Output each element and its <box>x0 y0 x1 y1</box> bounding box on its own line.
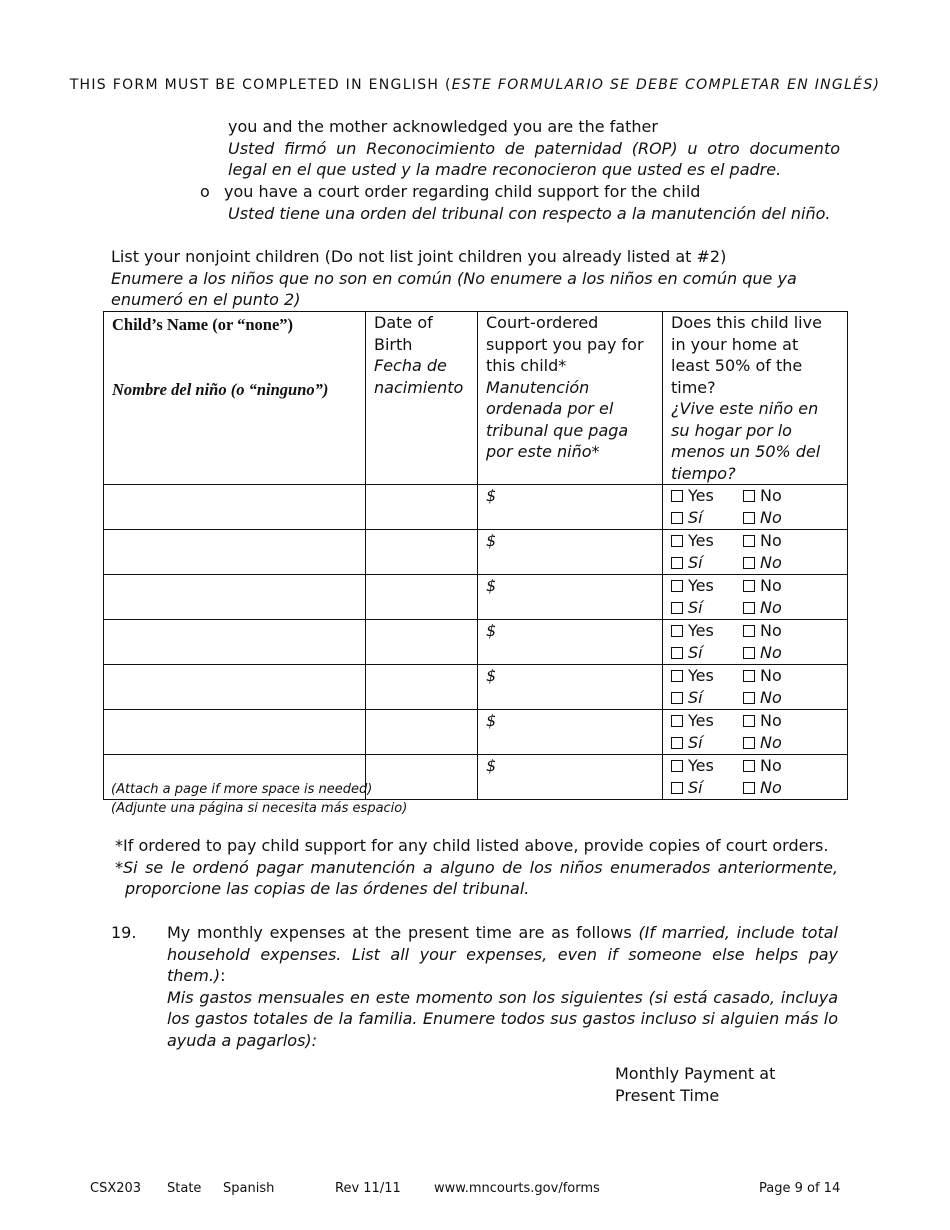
no-es-checkbox[interactable] <box>743 597 823 619</box>
checkbox-icon <box>743 737 755 749</box>
no-es-label: No <box>760 778 782 797</box>
no-label: No <box>760 531 782 550</box>
si-label: Sí <box>688 778 703 797</box>
table-row <box>104 485 848 530</box>
checkbox-icon <box>743 580 755 592</box>
checkbox-icon <box>743 602 755 614</box>
no-es-checkbox[interactable] <box>743 507 823 529</box>
item-19-colon: : <box>220 966 226 985</box>
attach-note-es: (Adjunte una página si necesita más espacio) <box>111 801 408 816</box>
support-amount-cell[interactable] <box>478 710 663 755</box>
si-label: Sí <box>688 643 703 662</box>
court-order-line-es: Usted tiene una orden del tribunal con respecto a la manutención del niño. <box>228 203 831 223</box>
checkbox-icon <box>743 692 755 704</box>
col-name-es: Nombre del niño (o “ninguno”) <box>112 379 329 399</box>
item-19-text <box>167 922 838 1051</box>
lives-in-home-cell <box>663 530 848 575</box>
notice-spanish: ESTE FORMULARIO SE DEBE COMPLETAR EN INGLÉS) <box>451 77 881 93</box>
no-es-label: No <box>760 553 782 572</box>
checkbox-icon <box>743 535 755 547</box>
si-checkbox[interactable] <box>671 507 743 529</box>
date-of-birth-cell[interactable] <box>366 710 478 755</box>
no-es-checkbox[interactable] <box>743 642 823 664</box>
si-label: Sí <box>688 733 703 752</box>
monthly-payment-heading: Monthly Payment at Present Time <box>615 1064 776 1105</box>
paternity-line-es: Usted firmó un Reconocimiento de paternidad (ROP) u otro documento legal en el que usted y la madre reconocieron que usted es el padre. <box>228 138 840 179</box>
support-amount-cell[interactable] <box>478 530 663 575</box>
child-name-cell[interactable] <box>104 620 366 665</box>
column-date-of-birth <box>366 312 478 485</box>
footer-page-number: Page 9 of 14 <box>759 1181 841 1196</box>
col-home-es: ¿Vive este niño en su hogar por lo menos un 50% del tiempo? <box>671 399 821 483</box>
no-es-checkbox[interactable] <box>743 777 823 799</box>
si-label: Sí <box>688 688 703 707</box>
footer-url[interactable]: www.mncourts.gov/forms <box>434 1181 600 1196</box>
checkbox-icon <box>671 535 683 547</box>
lives-in-home-cell <box>663 485 848 530</box>
lives-in-home-cell <box>663 575 848 620</box>
list-title-es: Enumere a los niños que no son en común (No enumere a los niños en común que ya enumeró en el punto 2) <box>111 268 797 309</box>
list-title <box>111 246 841 311</box>
support-amount-cell[interactable] <box>478 620 663 665</box>
yes-label: Yes <box>688 576 714 595</box>
si-checkbox[interactable] <box>671 642 743 664</box>
yes-label: Yes <box>688 486 714 505</box>
support-amount-cell[interactable] <box>478 485 663 530</box>
checkbox-icon <box>743 625 755 637</box>
checkbox-icon <box>671 512 683 524</box>
no-es-label: No <box>760 598 782 617</box>
table-row <box>104 665 848 710</box>
yes-label: Yes <box>688 666 714 685</box>
dollar-sign: $ <box>486 531 497 550</box>
yes-checkbox[interactable] <box>671 710 743 732</box>
court-order-line-en: you have a court order regarding child support for the child <box>224 182 701 201</box>
dollar-sign: $ <box>486 621 497 640</box>
child-name-cell[interactable] <box>104 665 366 710</box>
no-checkbox[interactable] <box>743 575 823 597</box>
court-order-bullet <box>224 181 840 224</box>
attach-note <box>111 780 407 818</box>
no-label: No <box>760 756 782 775</box>
no-checkbox[interactable] <box>743 710 823 732</box>
checkbox-icon <box>671 647 683 659</box>
date-of-birth-cell[interactable] <box>366 530 478 575</box>
column-court-ordered-support <box>478 312 663 485</box>
si-checkbox[interactable] <box>671 597 743 619</box>
no-label: No <box>760 576 782 595</box>
lives-in-home-cell <box>663 665 848 710</box>
paternity-continuation <box>228 116 840 181</box>
footer-form-id: CSX203 <box>90 1181 142 1196</box>
english-notice <box>0 77 950 93</box>
checkbox-icon <box>671 670 683 682</box>
yes-checkbox[interactable] <box>671 620 743 642</box>
column-childs-name <box>104 312 366 485</box>
checkbox-icon <box>671 715 683 727</box>
no-checkbox[interactable] <box>743 755 823 777</box>
yes-checkbox[interactable] <box>671 530 743 552</box>
dollar-sign: $ <box>486 486 497 505</box>
no-label: No <box>760 486 782 505</box>
copies-note-es: *Si se le ordenó pagar manutención a alguno de los niños enumerados anteriormente, proporcione las copias de las órdenes del tribunal. <box>115 857 838 898</box>
col-name-en: Child’s Name (or “none”) <box>112 315 294 334</box>
checkbox-icon <box>671 602 683 614</box>
court-order-copies-note <box>115 835 838 900</box>
yes-label: Yes <box>688 531 714 550</box>
no-es-label: No <box>760 733 782 752</box>
checkbox-icon <box>743 715 755 727</box>
child-name-cell[interactable] <box>104 530 366 575</box>
col-dob-en: Date of Birth <box>374 313 433 354</box>
lives-in-home-cell <box>663 755 848 800</box>
no-es-checkbox[interactable] <box>743 552 823 574</box>
checkbox-icon <box>671 490 683 502</box>
child-name-cell[interactable] <box>104 575 366 620</box>
checkbox-icon <box>671 580 683 592</box>
no-label: No <box>760 666 782 685</box>
no-es-checkbox[interactable] <box>743 687 823 709</box>
date-of-birth-cell[interactable] <box>366 485 478 530</box>
col-support-es: Manutención ordenada por el tribunal que paga por este niño* <box>486 377 629 461</box>
no-es-label: No <box>760 688 782 707</box>
yes-label: Yes <box>688 621 714 640</box>
no-checkbox[interactable] <box>743 485 823 507</box>
copies-note-en: *If ordered to pay child support for any child listed above, provide copies of court orders. <box>115 836 829 855</box>
footer-state: State <box>167 1181 202 1196</box>
no-label: No <box>760 621 782 640</box>
checkbox-icon <box>671 692 683 704</box>
si-checkbox[interactable] <box>671 552 743 574</box>
dollar-sign: $ <box>486 576 497 595</box>
bullet-marker <box>200 181 210 203</box>
date-of-birth-cell[interactable] <box>366 620 478 665</box>
item-19-number: 19. <box>111 923 137 942</box>
checkbox-icon <box>743 647 755 659</box>
support-amount-cell[interactable] <box>478 755 663 800</box>
table-row <box>104 575 848 620</box>
table-row <box>104 710 848 755</box>
table-header-row <box>104 312 848 485</box>
child-name-cell[interactable] <box>104 710 366 755</box>
checkbox-icon <box>743 760 755 772</box>
attach-note-en: (Attach a page if more space is needed) <box>111 782 373 797</box>
paternity-line-en: you and the mother acknowledged you are the father <box>228 117 658 136</box>
bullet-icon: o <box>200 182 210 201</box>
yes-checkbox[interactable] <box>671 575 743 597</box>
checkbox-icon <box>743 557 755 569</box>
no-label: No <box>760 711 782 730</box>
si-label: Sí <box>688 598 703 617</box>
yes-checkbox[interactable] <box>671 485 743 507</box>
checkbox-icon <box>671 557 683 569</box>
si-checkbox[interactable] <box>671 687 743 709</box>
table-row <box>104 530 848 575</box>
no-es-label: No <box>760 643 782 662</box>
dollar-sign: $ <box>486 756 497 775</box>
checkbox-icon <box>743 512 755 524</box>
checkbox-icon <box>671 737 683 749</box>
checkbox-icon <box>743 670 755 682</box>
item-19-es: Mis gastos mensuales en este momento son los siguientes (si está casado, incluya los gastos totales de la familia. Enumere todos sus gastos incluso si alguien más lo ayuda a pagarlos): <box>167 987 838 1050</box>
nonjoint-children-table <box>103 311 848 800</box>
support-amount-cell[interactable] <box>478 665 663 710</box>
si-checkbox[interactable] <box>671 777 743 799</box>
si-label: Sí <box>688 553 703 572</box>
notice-english: THIS FORM MUST BE COMPLETED IN ENGLISH ( <box>69 77 452 93</box>
checkbox-icon <box>743 782 755 794</box>
dollar-sign: $ <box>486 666 497 685</box>
no-checkbox[interactable] <box>743 665 823 687</box>
column-lives-in-home <box>663 312 848 485</box>
item-19-en-italic: (If married, include total household expenses. List all your expenses, even if someone else helps pay them.) <box>167 923 838 985</box>
checkbox-icon <box>743 490 755 502</box>
si-checkbox[interactable] <box>671 732 743 754</box>
yes-label: Yes <box>688 756 714 775</box>
date-of-birth-cell[interactable] <box>366 575 478 620</box>
support-amount-cell[interactable] <box>478 575 663 620</box>
yes-checkbox[interactable] <box>671 665 743 687</box>
col-home-en: Does this child live in your home at least 50% of the time? <box>671 313 822 397</box>
lives-in-home-cell <box>663 620 848 665</box>
yes-label: Yes <box>688 711 714 730</box>
table-row <box>104 620 848 665</box>
list-title-en: List your nonjoint children (Do not list joint children you already listed at #2) <box>111 247 727 266</box>
footer-revision: Rev 11/11 <box>335 1181 401 1196</box>
date-of-birth-cell[interactable] <box>366 665 478 710</box>
no-es-checkbox[interactable] <box>743 732 823 754</box>
no-checkbox[interactable] <box>743 530 823 552</box>
yes-checkbox[interactable] <box>671 755 743 777</box>
si-label: Sí <box>688 508 703 527</box>
no-checkbox[interactable] <box>743 620 823 642</box>
checkbox-icon <box>671 760 683 772</box>
item-19-en-plain: My monthly expenses at the present time are as follows <box>167 923 639 942</box>
col-dob-es: Fecha de nacimiento <box>374 356 464 397</box>
footer-language: Spanish <box>223 1181 275 1196</box>
child-name-cell[interactable] <box>104 485 366 530</box>
checkbox-icon <box>671 625 683 637</box>
col-support-en: Court-ordered support you pay for this child* <box>486 313 644 375</box>
checkbox-icon <box>671 782 683 794</box>
no-es-label: No <box>760 508 782 527</box>
lives-in-home-cell <box>663 710 848 755</box>
dollar-sign: $ <box>486 711 497 730</box>
